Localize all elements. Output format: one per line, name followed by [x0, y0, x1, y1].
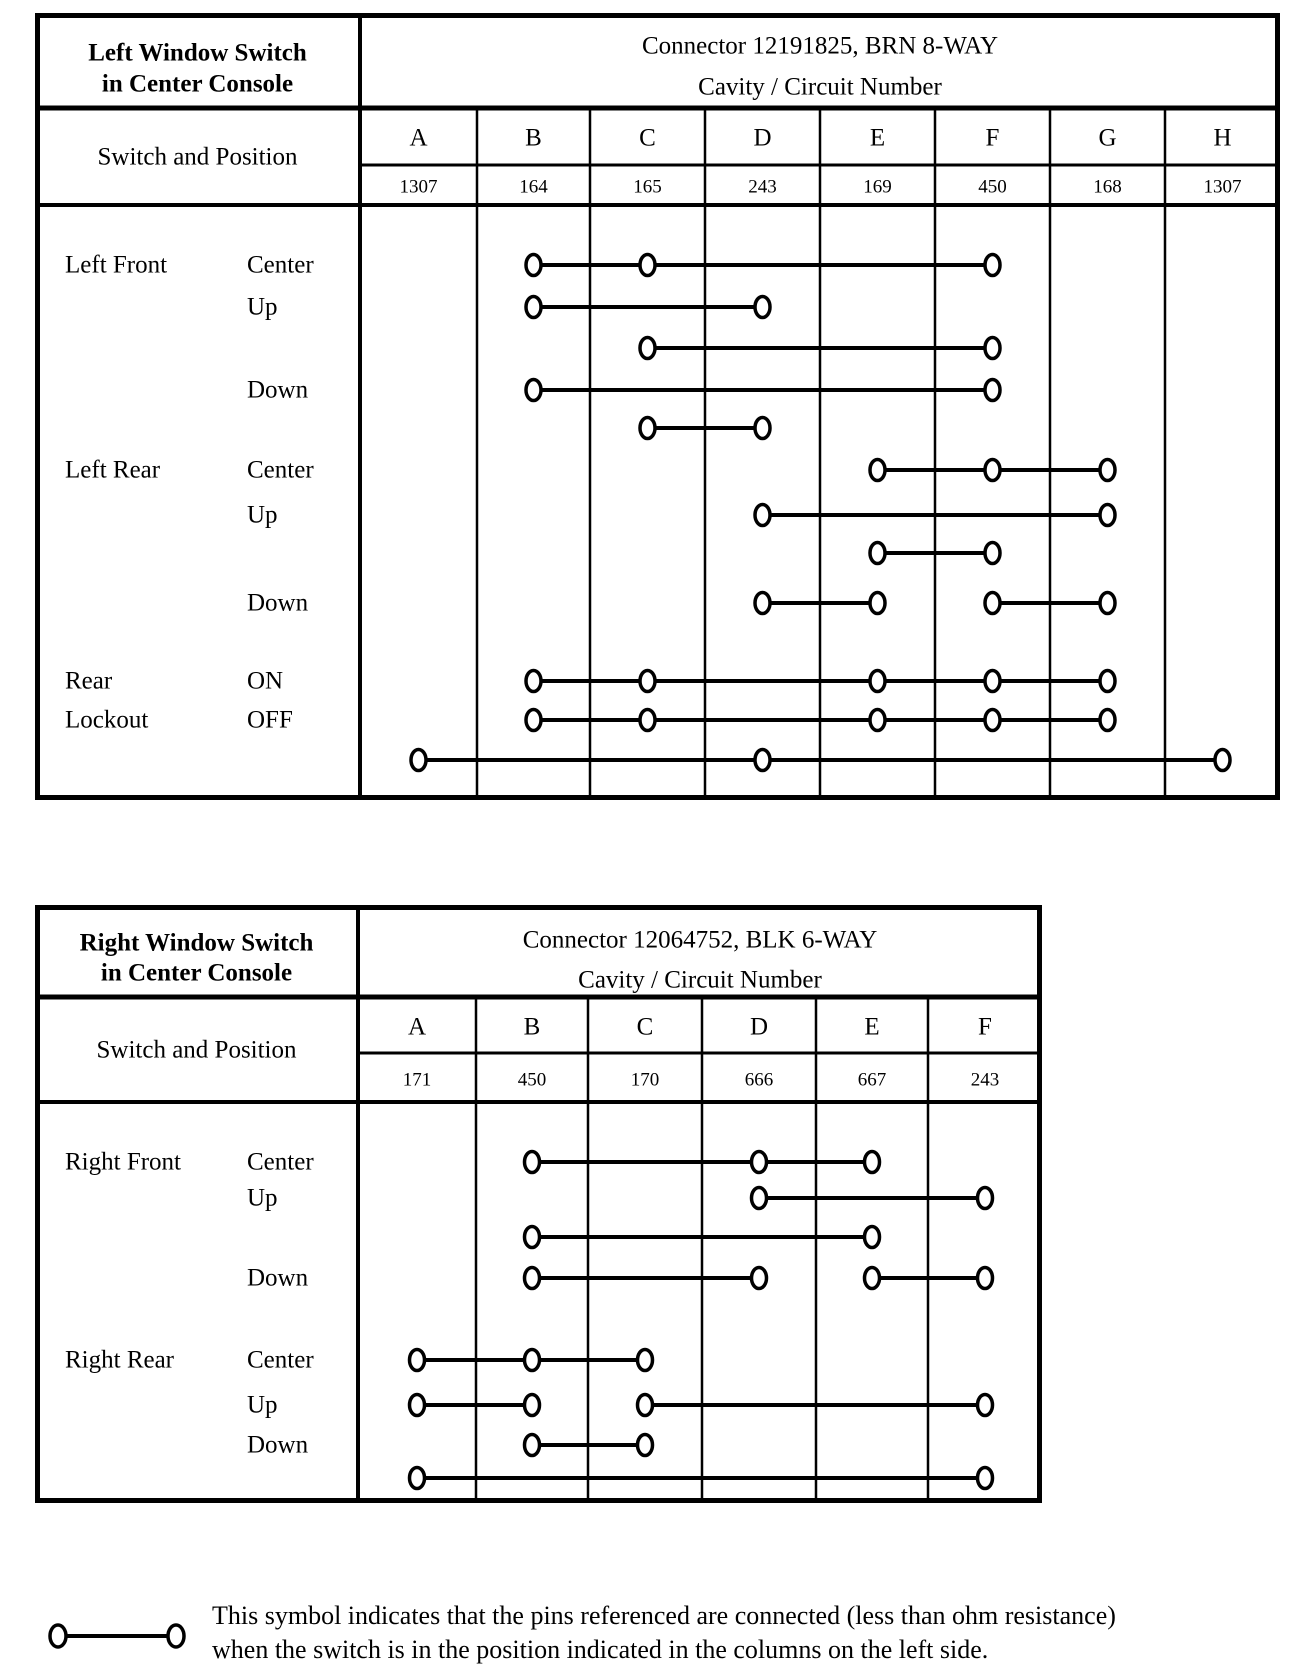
connection-pin-e	[870, 671, 885, 692]
cavity-letter: C	[639, 124, 656, 152]
switch-position-header: Switch and Position	[96, 1036, 297, 1063]
switch-position-label: ON	[247, 667, 284, 695]
cavity-letter: A	[409, 124, 428, 152]
connection-pin-f	[978, 1188, 993, 1209]
connection-pin-f	[985, 593, 1000, 614]
legend-text	[212, 1599, 1116, 1667]
connection-pin-g	[1100, 593, 1115, 614]
connector-label: Connector 12191825, BRN 8-WAY	[641, 32, 999, 60]
table-grid	[35, 905, 1042, 1503]
circuit-number: 171	[402, 1069, 432, 1091]
circuit-number: 666	[744, 1069, 774, 1091]
connection-pin-a	[410, 1350, 425, 1371]
connection-pin-d	[755, 297, 770, 318]
connection-pin-a	[410, 1395, 425, 1416]
switch-position-label: Up	[247, 1184, 278, 1212]
circuit-number: 243	[970, 1069, 1000, 1091]
circuit-number: 165	[633, 176, 662, 198]
connection-symbol-pin	[168, 1625, 184, 1647]
connection-pin-f	[985, 338, 1000, 359]
cavity-letter: E	[869, 124, 886, 152]
cavity-letter: B	[525, 124, 542, 152]
cavity-letter: C	[636, 1013, 654, 1041]
connection-pin-h	[1215, 750, 1230, 771]
connection-pin-a	[410, 1468, 425, 1489]
left-window-switch-table	[35, 13, 1280, 800]
switch-position-label: Center	[247, 1346, 314, 1374]
switch-position-label: Down	[247, 1431, 309, 1459]
cavity-circuit-label: Cavity / Circuit Number	[578, 966, 822, 994]
connection-pin-g	[1100, 710, 1115, 731]
switch-position-header: Switch and Position	[97, 143, 298, 170]
connection-pin-b	[525, 1395, 540, 1416]
connection-pin-g	[1100, 460, 1115, 481]
connection-symbol-pin	[50, 1625, 66, 1647]
switch-group-label: Right Rear	[65, 1346, 175, 1374]
connection-symbol-icon	[40, 1612, 200, 1660]
connection-pin-d	[752, 1268, 767, 1289]
switch-position-label: Center	[247, 456, 314, 484]
connection-pin-b	[526, 297, 541, 318]
table-grid	[35, 13, 1280, 800]
connection-pin-f	[985, 543, 1000, 564]
legend-line2: when the switch is in the position indicated in the columns on the left side.	[212, 1635, 989, 1664]
connection-pin-d	[752, 1188, 767, 1209]
circuit-number: 1307	[1203, 176, 1242, 198]
cavity-letter: E	[864, 1013, 880, 1041]
connection-pin-e	[870, 593, 885, 614]
switch-position-label: Center	[247, 251, 314, 279]
connection-pin-b	[525, 1152, 540, 1173]
connection-pin-f	[978, 1468, 993, 1489]
table-title-line1: Right Window Switch	[79, 929, 314, 957]
cavity-letter: F	[978, 1013, 992, 1041]
circuit-number: 450	[978, 176, 1007, 198]
cavity-letter: H	[1213, 124, 1232, 152]
connection-pin-c	[640, 710, 655, 731]
connection-pin-e	[865, 1227, 880, 1248]
connection-pin-c	[640, 671, 655, 692]
connection-pin-f	[985, 671, 1000, 692]
connection-pin-f	[985, 255, 1000, 276]
connection-pin-f	[985, 710, 1000, 731]
switch-group-label: Right Front	[65, 1148, 181, 1176]
switch-position-label: Down	[247, 589, 309, 617]
switch-group-label: Left Rear	[65, 456, 161, 484]
connection-pin-c	[638, 1435, 653, 1456]
switch-position-label: Down	[247, 1264, 309, 1292]
cavity-letter: D	[749, 1013, 769, 1041]
right-window-switch-table	[35, 905, 1042, 1503]
cavity-circuit-label: Cavity / Circuit Number	[698, 73, 942, 101]
connection-pin-c	[640, 338, 655, 359]
switch-position-label: Up	[247, 1391, 278, 1419]
cavity-letter: F	[985, 124, 1000, 152]
connection-pin-b	[526, 710, 541, 731]
connection-pin-c	[638, 1395, 653, 1416]
switch-group-label: Rear	[65, 667, 113, 695]
connection-pin-d	[755, 505, 770, 526]
circuit-number: 170	[630, 1069, 660, 1091]
switch-group-label: Left Front	[65, 251, 168, 279]
cavity-letter: D	[753, 124, 772, 152]
legend-line1: This symbol indicates that the pins referenced are connected (less than ohm resistance)	[212, 1601, 1116, 1630]
connection-pin-e	[865, 1268, 880, 1289]
connection-pin-g	[1100, 505, 1115, 526]
connection-pin-b	[526, 255, 541, 276]
connection-pin-c	[640, 418, 655, 439]
connection-pin-b	[525, 1227, 540, 1248]
connection-pin-e	[870, 460, 885, 481]
connection-pin-d	[755, 418, 770, 439]
connection-pin-f	[978, 1268, 993, 1289]
circuit-number: 450	[517, 1069, 547, 1091]
connection-pin-f	[985, 460, 1000, 481]
circuit-number: 667	[857, 1069, 887, 1091]
connection-pin-d	[755, 593, 770, 614]
switch-position-label: Down	[247, 376, 309, 404]
connection-pin-b	[526, 671, 541, 692]
connection-pin-e	[865, 1152, 880, 1173]
table-title-line2: in Center Console	[100, 959, 293, 987]
connection-pin-b	[525, 1435, 540, 1456]
switch-position-label: Up	[247, 501, 278, 529]
connection-pin-c	[640, 255, 655, 276]
table-title-line2: in Center Console	[101, 70, 294, 98]
connection-pin-e	[870, 710, 885, 731]
connection-pin-b	[526, 380, 541, 401]
circuit-number: 168	[1093, 176, 1122, 198]
connector-label: Connector 12064752, BLK 6-WAY	[522, 926, 878, 954]
connection-pin-b	[525, 1268, 540, 1289]
circuit-number: 169	[863, 176, 892, 198]
switch-group-label: Lockout	[65, 706, 149, 734]
cavity-letter: B	[523, 1013, 541, 1041]
connection-pin-f	[978, 1395, 993, 1416]
connection-pin-a	[411, 750, 426, 771]
circuit-number: 1307	[399, 176, 438, 198]
cavity-letter: G	[1098, 124, 1117, 152]
connection-pin-g	[1100, 671, 1115, 692]
table-title-line1: Left Window Switch	[88, 39, 307, 67]
switch-position-label: OFF	[247, 706, 293, 734]
cavity-letter: A	[407, 1013, 427, 1041]
connection-pin-d	[752, 1152, 767, 1173]
switch-position-label: Up	[247, 293, 278, 321]
switch-position-label: Center	[247, 1148, 314, 1176]
circuit-number: 243	[748, 176, 777, 198]
circuit-number: 164	[519, 176, 548, 198]
connection-pin-d	[755, 750, 770, 771]
connection-pin-c	[638, 1350, 653, 1371]
connection-pin-e	[870, 543, 885, 564]
connection-pin-b	[525, 1350, 540, 1371]
connection-pin-f	[985, 380, 1000, 401]
